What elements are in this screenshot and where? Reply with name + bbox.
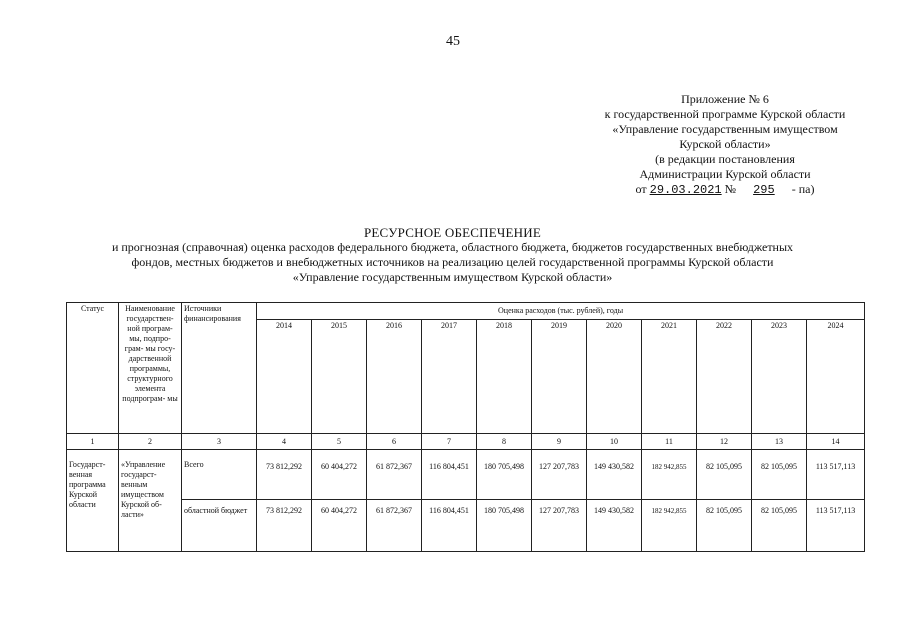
appendix-title: Приложение № 6 <box>681 92 769 106</box>
value-cell: 61 872,367 <box>367 500 422 552</box>
heading-line: фондов, местных бюджетов и внебюджетных источников на реализацию целей государственной программы Курской области <box>131 255 774 269</box>
header-estimate: Оценка расходов (тыс. рублей), годы <box>257 303 865 320</box>
column-number: 12 <box>697 434 752 450</box>
value-cell: 180 705,498 <box>477 450 532 500</box>
value-cell: 82 105,095 <box>697 450 752 500</box>
year-cell: 2021 <box>642 320 697 434</box>
column-number: 8 <box>477 434 532 450</box>
document-heading <box>40 225 865 285</box>
column-number: 9 <box>532 434 587 450</box>
year-cell: 2017 <box>422 320 477 434</box>
column-number: 5 <box>312 434 367 450</box>
column-number-row <box>67 434 865 450</box>
value-cell: 73 812,292 <box>257 500 312 552</box>
row-source: областной бюджет <box>182 500 257 552</box>
year-cell: 2018 <box>477 320 532 434</box>
resolution-number: 295 <box>753 183 775 197</box>
appendix-date-line <box>590 182 860 198</box>
value-cell: 82 105,095 <box>697 500 752 552</box>
value-cell: 82 105,095 <box>752 450 807 500</box>
value-cell: 182 942,855 <box>642 450 697 500</box>
value-cell: 60 404,272 <box>312 500 367 552</box>
appendix-line: (в редакции постановления <box>655 152 795 166</box>
column-number: 10 <box>587 434 642 450</box>
value-cell: 116 804,451 <box>422 450 477 500</box>
page-number: 45 <box>446 34 460 49</box>
row-source: Всего <box>182 450 257 500</box>
appendix-block <box>590 92 860 198</box>
value-cell: 113 517,113 <box>807 450 865 500</box>
appendix-line: «Управление государственным имуществом <box>612 122 838 136</box>
number-prefix: № <box>724 182 737 196</box>
year-cell: 2014 <box>257 320 312 434</box>
table-row <box>67 450 865 500</box>
column-number: 13 <box>752 434 807 450</box>
appendix-line: Администрации Курской области <box>639 167 811 181</box>
resolution-date: 29.03.2021 <box>649 183 722 197</box>
year-cell: 2023 <box>752 320 807 434</box>
value-cell: 149 430,582 <box>587 450 642 500</box>
column-number: 3 <box>182 434 257 450</box>
column-number: 1 <box>67 434 119 450</box>
appendix-line: к государственной программе Курской области <box>604 107 846 121</box>
header-status: Статус <box>67 303 119 434</box>
year-cell: 2020 <box>587 320 642 434</box>
number-suffix: - па) <box>791 182 815 196</box>
value-cell: 60 404,272 <box>312 450 367 500</box>
value-cell: 61 872,367 <box>367 450 422 500</box>
heading-line: и прогнозная (справочная) оценка расходов федерального бюджета, областного бюджета, бюджетов государственных внебюджетных <box>111 240 794 254</box>
value-cell: 113 517,113 <box>807 500 865 552</box>
column-number: 7 <box>422 434 477 450</box>
row-status: Государст- венная программа Курской области <box>67 450 119 552</box>
table-row <box>67 500 865 552</box>
column-number: 6 <box>367 434 422 450</box>
resource-table <box>66 302 865 552</box>
value-cell: 73 812,292 <box>257 450 312 500</box>
date-prefix: от <box>635 182 647 196</box>
column-number: 11 <box>642 434 697 450</box>
header-program-name: Наименование государствен- ной програм- мы, подпро- грам- мы госу- дарственной программы, структурного элемента подпрограм- мы <box>119 303 182 434</box>
header-funding-source: Источники финансирования <box>182 303 257 434</box>
column-number: 2 <box>119 434 182 450</box>
value-cell: 116 804,451 <box>422 500 477 552</box>
column-number: 4 <box>257 434 312 450</box>
year-cell: 2019 <box>532 320 587 434</box>
value-cell: 180 705,498 <box>477 500 532 552</box>
year-cell: 2024 <box>807 320 865 434</box>
row-program-name: «Управление государст- венным имуществом Курской об- ласти» <box>119 450 182 552</box>
value-cell: 127 207,783 <box>532 450 587 500</box>
appendix-line: Курской области» <box>679 137 771 151</box>
year-cell: 2015 <box>312 320 367 434</box>
column-number: 14 <box>807 434 865 450</box>
value-cell: 127 207,783 <box>532 500 587 552</box>
heading-line: «Управление государственным имуществом Курской области» <box>292 270 613 284</box>
value-cell: 82 105,095 <box>752 500 807 552</box>
year-cell: 2016 <box>367 320 422 434</box>
value-cell: 149 430,582 <box>587 500 642 552</box>
year-cell: 2022 <box>697 320 752 434</box>
document-title: РЕСУРСНОЕ ОБЕСПЕЧЕНИЕ <box>363 225 541 240</box>
value-cell: 182 942,855 <box>642 500 697 552</box>
header-row <box>67 303 865 320</box>
